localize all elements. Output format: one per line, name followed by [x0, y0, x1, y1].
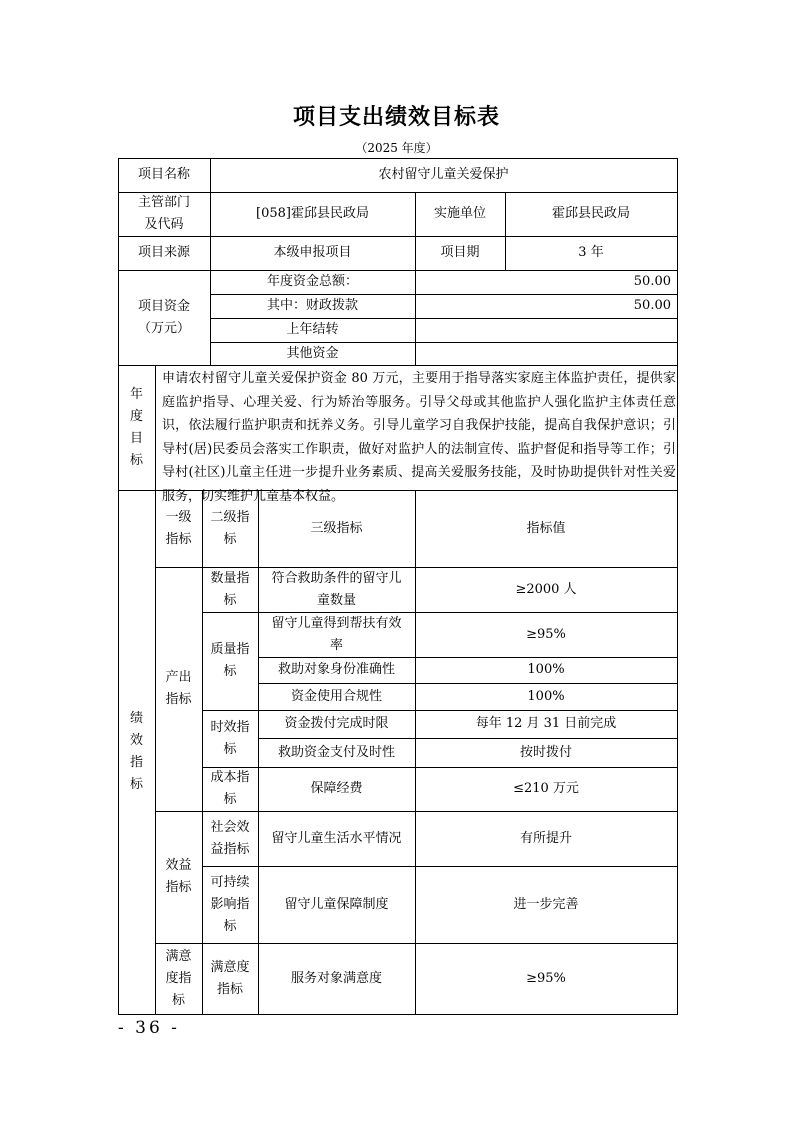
- indicator-name: 资金拨付完成时限: [284, 716, 389, 731]
- indicator-name: 保障经费: [310, 781, 363, 796]
- project-source-label: 项目来源: [137, 245, 190, 260]
- indicator-name: 符合救助条件的留守儿童数量: [271, 570, 402, 608]
- implementing-unit-value: 霍邱县民政局: [551, 206, 630, 221]
- funds-other-value: [415, 342, 677, 365]
- indicator-name: 留守儿童保障制度: [284, 896, 389, 912]
- indicator-name: 救助资金支付及时性: [277, 744, 395, 760]
- indicator-value: ≤210 万元: [513, 781, 579, 796]
- indicator-value: 100%: [527, 688, 565, 704]
- funds-fiscal-value: 50.00: [633, 298, 671, 313]
- header-level2: 二级指标: [210, 509, 250, 547]
- project-name-label: 项目名称: [137, 167, 190, 182]
- satisfaction-sub-indicators-label: 满意度指标: [210, 959, 250, 997]
- indicator-name: 资金使用合规性: [290, 688, 382, 704]
- funds-carryover-label: 上年结转: [286, 322, 339, 337]
- funds-fiscal-label: 其中：财政拨款: [266, 298, 358, 313]
- project-funds-label: 项目资金（万元）: [137, 298, 190, 336]
- header-level1: 一级指标: [165, 509, 192, 547]
- sustainable-impact-indicators-label: 可持续影响指标: [210, 874, 250, 934]
- output-indicators-label: 产出指标: [165, 670, 192, 707]
- department-value: [058]霍邱县民政局: [256, 206, 369, 221]
- performance-indicators-label: 绩效指标: [129, 711, 143, 792]
- indicator-value: 每年 12 月 31 日前完成: [475, 716, 617, 731]
- quantity-indicators-label: 数量指标: [210, 570, 250, 608]
- annual-objective-text: 申请农村留守儿童关爱保护资金 80 万元，主要用于指导落实家庭主体监护责任，提供家庭监护指导、心理关爱、行为矫治等服务。引导父母或其他监护人强化监护主体责任意识，依法履行监护职责和抚养义务。引导儿童学习自我保护技能，提高自我保护意识；引导村(居)民委员会落实工作职责，做好对监护人的法制宣传、监护督促和指导等工作；引导村(社区)儿童主任进一步提升业务素质、提高关爱服务技能，及时协助提供针对性关爱服务，切实维护儿童基本权益。: [162, 371, 676, 504]
- indicator-name: 留守儿童生活水平情况: [271, 830, 402, 846]
- indicator-value: 按时拨付: [519, 744, 572, 760]
- timeliness-indicators-label: 时效指标: [210, 719, 250, 757]
- department-label: 主管部门及代码: [137, 195, 190, 232]
- indicator-value: ≥2000 人: [515, 581, 577, 597]
- project-period-label: 项目期: [440, 245, 480, 260]
- project-period-value: 3 年: [578, 245, 604, 260]
- page-number: - 36 -: [118, 1018, 180, 1038]
- social-benefit-indicators-label: 社会效益指标: [210, 819, 250, 857]
- implementing-unit-label: 实施单位: [433, 206, 486, 221]
- annual-objective-label: 年度目标: [129, 386, 143, 468]
- funds-other-label: 其他资金: [286, 345, 339, 361]
- cost-indicators-label: 成本指标: [210, 770, 250, 807]
- indicator-value: ≥95%: [526, 970, 566, 986]
- indicator-name: 救助对象身份准确性: [277, 662, 395, 677]
- indicator-value: 100%: [527, 662, 565, 677]
- benefit-indicators-label: 效益指标: [165, 858, 192, 895]
- header-level3: 三级指标: [310, 520, 363, 536]
- funds-carryover-value: [415, 318, 677, 342]
- project-source-value: 本级申报项目: [273, 245, 352, 260]
- funds-total-value: 50.00: [633, 274, 671, 289]
- fiscal-year: （2025 年度）: [355, 141, 438, 155]
- header-value: 指标值: [526, 520, 566, 536]
- indicator-name: 服务对象满意度: [290, 970, 382, 986]
- page-title: 项目支出绩效目标表: [292, 104, 500, 130]
- indicator-name: 留守儿童得到帮扶有效率: [271, 615, 402, 653]
- indicator-value: ≥95%: [526, 626, 566, 642]
- indicator-value: 进一步完善: [513, 896, 579, 912]
- satisfaction-indicators-label: 满意度指标: [165, 948, 192, 1008]
- quality-indicators-label: 质量指标: [210, 642, 250, 679]
- funds-total-label: 年度资金总额：: [266, 274, 358, 289]
- indicator-value: 有所提升: [519, 830, 572, 846]
- project-name-value: 农村留守儿童关爱保护: [378, 167, 509, 182]
